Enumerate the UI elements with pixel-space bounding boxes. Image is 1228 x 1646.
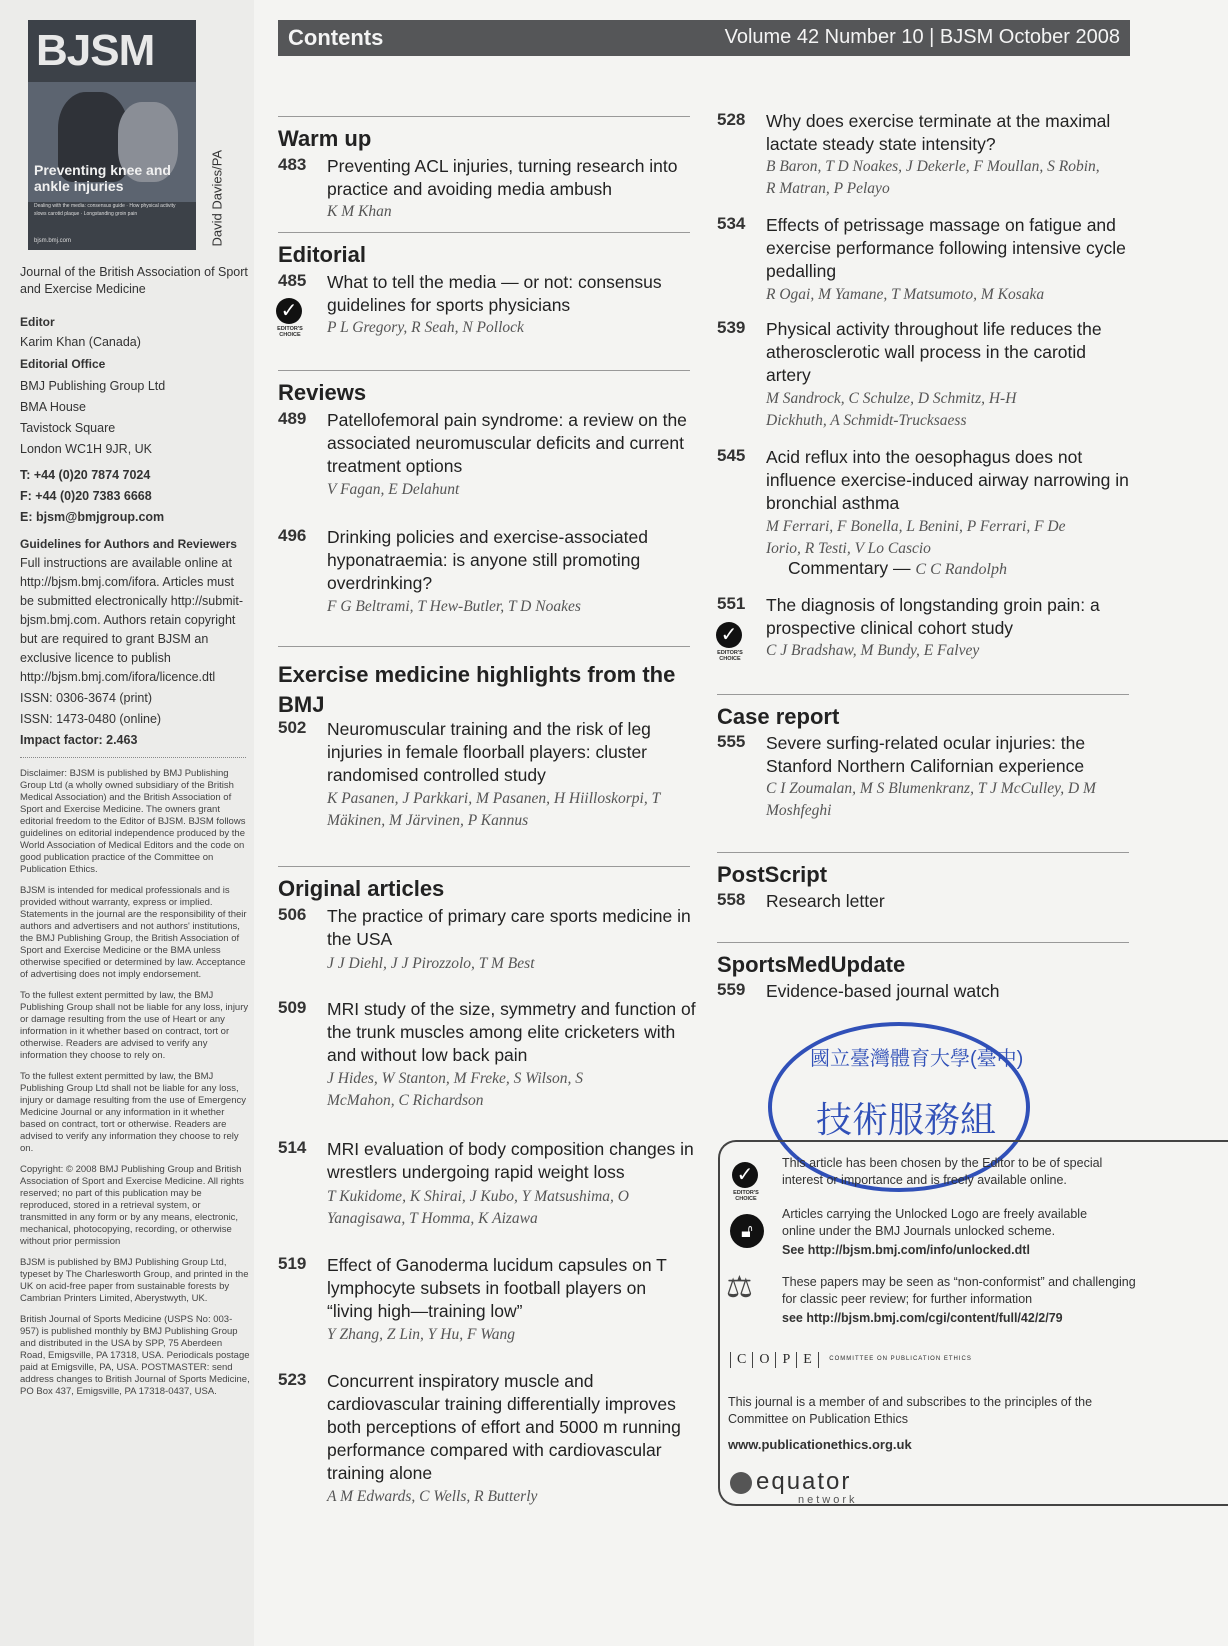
article-authors: B Baron, T D Noakes, J Dekerle, F Moullan, S Robin, R Matran, P Pelayo [766, 158, 1100, 197]
office-line: Tavistock Square [20, 421, 116, 435]
divider [717, 942, 1129, 943]
editors-choice-icon: ✓ EDITOR'S CHOICE [277, 300, 303, 338]
page-number: 519 [278, 1254, 307, 1273]
equator-logo [730, 1468, 858, 1506]
sidebar [0, 0, 254, 1646]
editors-choice-label: EDITOR'S CHOICE [717, 650, 743, 662]
page-number: 502 [278, 718, 307, 737]
page-number: 559 [717, 980, 746, 999]
article-title[interactable]: Concurrent inspiratory muscle and cardiovascular training differentially improves both perceptions of effort and 5000 m running performance compared with cardiovascular training alone [327, 1371, 681, 1483]
divider [717, 694, 1129, 695]
section-postscript: PostScript [717, 862, 828, 887]
page-number: 523 [278, 1370, 307, 1389]
article-authors: C J Bradshaw, M Bundy, E Falvey [766, 642, 980, 659]
nonconformist-note: These papers may be seen as “non-conformist” and challenging for classic peer review; for further information [782, 1275, 1136, 1306]
disclaimer-paragraph: BJSM is intended for medical professionals and is provided without warranty, express or implied. Statements in the journal are the responsibility of their authors and advertisers and not authors' institutions, the BMJ Publishing Group, the British Association of Sport and Exercise Medicine or the BMA unless otherwise specified or determined by law. Acceptance of advertising does not imply endorsement. [20, 885, 247, 980]
disclaimer-paragraph: To the fullest extent permitted by law, the BMJ Publishing Group Ltd shall not be liable for any loss, injury or damage resulting from the use of Emergency Medicine Journal or any information in it whether based on contract, tort or otherwise. Readers are advised to verify any information they choose to rely on. [20, 1071, 246, 1154]
page-number: 539 [717, 318, 746, 337]
article-title[interactable]: MRI study of the size, symmetry and function of the trunk muscles among elite cricketers with and without low back pain [327, 999, 696, 1065]
article-title[interactable]: Effects of petrissage massage on fatigue and exercise performance following intensive cycle pedalling [766, 215, 1126, 281]
guidelines-label: Guidelines for Authors and Reviewers [20, 537, 237, 551]
editors-choice-icon: ✓ EDITOR'S CHOICE [733, 1164, 759, 1202]
article-authors: Y Zhang, Z Lin, Y Hu, F Wang [327, 1326, 516, 1343]
article-authors: V Fagan, E Delahunt [327, 481, 460, 498]
contents-header [278, 20, 1130, 56]
editor-name: Karim Khan (Canada) [20, 335, 141, 349]
article-authors: M Ferrari, F Bonella, L Benini, P Ferrari, F De Iorio, R Testi, V Lo Cascio [766, 518, 1066, 557]
article-authors: M Sandrock, C Schulze, D Schmitz, H-H Dickhuth, A Schmidt-Trucksaess [766, 390, 1017, 429]
cover-image [28, 20, 196, 250]
page-number: 551 [717, 594, 746, 613]
divider [278, 370, 690, 371]
commentary-author: C C Randolph [915, 561, 1007, 578]
article-authors: K M Khan [327, 203, 392, 220]
page-number: 509 [278, 998, 307, 1017]
article-authors: F G Beltrami, T Hew-Butler, T D Noakes [327, 598, 581, 615]
article-title[interactable]: MRI evaluation of body composition changes in wrestlers undergoing rapid weight loss [327, 1139, 694, 1182]
stamp-main-text: 技術服務組 [816, 1099, 997, 1140]
page-number: 528 [717, 110, 746, 129]
divider [278, 116, 690, 117]
unlocked-icon: 🔓︎ [730, 1214, 764, 1248]
article-title[interactable]: Drinking policies and exercise-associated hyponatraemia: is anyone still promoting overdrinking? [327, 527, 648, 593]
article-authors: R Ogai, M Yamane, T Matsumoto, M Kosaka [766, 286, 1045, 303]
stamp-top-text: 國立臺灣體育大學(臺中) [810, 1048, 1024, 1070]
office-line: London WC1H 9JR, UK [20, 442, 153, 456]
nonconformist-link[interactable]: see http://bjsm.bmj.com/cgi/content/full/42/2/79 [782, 1311, 1063, 1325]
divider [20, 757, 246, 758]
article-title[interactable]: Acid reflux into the oesophagus does not influence exercise-induced airway narrowing in bronchial asthma [766, 447, 1129, 513]
journal-name: Journal of the British Association of Sport and Exercise Medicine [20, 265, 248, 296]
cover-footer: bjsm.bmj.com [34, 238, 72, 244]
fax: F: +44 (0)20 7383 6668 [20, 489, 152, 503]
article-authors: K Pasanen, J Parkkari, M Pasanen, H Hiilloskorpi, T Mäkinen, M Järvinen, P Kannus [327, 790, 660, 829]
article-title[interactable]: Effect of Ganoderma lucidum capsules on T lymphocyte subsets in football players on “living high—training low” [327, 1255, 667, 1321]
editors-choice-label: EDITOR'S CHOICE [277, 326, 303, 338]
scales-icon: ⚖ [726, 1271, 753, 1304]
office-line: BMJ Publishing Group Ltd [20, 379, 166, 393]
editors-choice-note: This article has been chosen by the Editor to be of special interest or importance and is freely available online. [782, 1156, 1103, 1187]
article-authors: T Kukidome, K Shirai, J Kubo, Y Matsushima, O Yanagisawa, T Homma, K Aizawa [327, 1188, 629, 1227]
telephone: T: +44 (0)20 7874 7024 [20, 468, 151, 482]
guidelines-text: Full instructions are available online at http://bjsm.bmj.com/ifora. Articles must be submitted electronically http://submit-bjsm.bmj.com. Authors retain copyright but are required to grant BJSM an exclusive licence to publish http://bjsm.bmj.com/ifora/licence.dtl [20, 556, 244, 684]
cope-letter: P [775, 1352, 796, 1368]
unlocked-note: Articles carrying the Unlocked Logo are freely available online under the BMJ Journals unlocked scheme. [782, 1207, 1088, 1238]
section-original-articles: Original articles [278, 876, 445, 901]
section-sportsmedupdate: SportsMedUpdate [717, 952, 906, 977]
article-title[interactable]: What to tell the media — or not: consensus guidelines for sports physicians [327, 272, 662, 315]
equator-icon [730, 1472, 752, 1494]
editors-choice-label: EDITOR'S CHOICE [733, 1190, 759, 1202]
unlocked-link[interactable]: See http://bjsm.bmj.com/info/unlocked.dtl [782, 1243, 1030, 1257]
article-authors: P L Gregory, R Seah, N Pollock [327, 319, 524, 336]
page-number: 555 [717, 732, 746, 751]
header-contents: Contents [288, 25, 384, 50]
usps-paragraph: British Journal of Sports Medicine (USPS No: 003-957) is published monthly by BMJ Publishing Group and distributed in the USA by SPP, 75 Aberdeen Road, Emigsville, PA 17318, USA. Periodicals postage paid at Emigsville, PA, USA. POSTMASTER: send address changes to British Journal of Sports Medicine, PO Box 437, Emigsville, PA 17318-0437, USA. [20, 1314, 250, 1397]
page-number: 483 [278, 155, 307, 174]
article-title[interactable]: Why does exercise terminate at the maximal lactate steady state intensity? [766, 111, 1111, 154]
page-number: 545 [717, 446, 746, 465]
email: E: bjsm@bmjgroup.com [20, 510, 165, 524]
article-authors: C I Zoumalan, M S Blumenkranz, T J McCulley, D M Moshfeghi [766, 780, 1096, 819]
commentary-label: Commentary — [788, 558, 911, 578]
impact-factor: Impact factor: 2.463 [20, 733, 138, 747]
article-title[interactable]: Evidence-based journal watch [766, 981, 1000, 1001]
article-title[interactable]: Severe surfing-related ocular injuries: the Stanford Northern Californian experience [766, 733, 1086, 776]
cope-letter: C [730, 1352, 752, 1368]
page-number: 496 [278, 526, 307, 545]
divider [278, 866, 690, 867]
disclaimer-paragraph: To the fullest extent permitted by law, the BMJ Publishing Group shall not be liable for any loss, injury or damage resulting from the use of Heart or any information in it whether based on contract, tort or otherwise. Readers are advised to verify any information they choose to rely on. [20, 990, 249, 1061]
article-title[interactable]: Neuromuscular training and the risk of leg injuries in female floorball players: cluster randomised controlled study [327, 719, 651, 785]
disclaimer-paragraph: Disclaimer: BJSM is published by BMJ Publishing Group Ltd (a wholly owned subsidiary of the British Medical Association) and the British Association of Sport and Exercise Medicine. The owners grant editorial freedom to the Editor of BJSM. BJSM follows guidelines on editorial independence produced by the World Association of Medical Editors and the code on good publication practice of the Committee on Publication Ethics. [20, 768, 246, 875]
article-authors: A M Edwards, C Wells, R Butterly [327, 1488, 538, 1505]
article-authors: J Hides, W Stanton, M Freke, S Wilson, S McMahon, C Richardson [327, 1070, 583, 1109]
article-title[interactable]: The practice of primary care sports medicine in the USA [327, 906, 691, 949]
header-issue: Volume 42 Number 10 | BJSM October 2008 [724, 26, 1120, 48]
bjsm-logo: BJSM [36, 26, 155, 75]
page-number: 514 [278, 1138, 307, 1157]
section-reviews: Reviews [278, 380, 367, 405]
equator-network: network [798, 1494, 858, 1506]
page-number: 558 [717, 890, 746, 909]
cope-letter: E [796, 1352, 819, 1368]
divider [278, 646, 690, 647]
page-number: 534 [717, 214, 746, 233]
commentary[interactable] [788, 558, 1007, 579]
office-line: BMA House [20, 400, 87, 414]
section-exercise-medicine: Exercise medicine highlights from the BMJ [278, 662, 676, 717]
office-label: Editorial Office [20, 357, 106, 371]
article-authors: J J Diehl, J J Pirozzolo, T M Best [327, 955, 535, 972]
equator-word: equator [756, 1468, 852, 1495]
section-case-report: Case report [717, 704, 840, 729]
section-warm-up: Warm up [278, 126, 372, 151]
photo-credit: David Davies/PA [209, 149, 225, 247]
section-editorial: Editorial [278, 242, 367, 267]
article-title[interactable]: Physical activity throughout life reduces the atherosclerotic wall process in the carotid artery [766, 319, 1102, 385]
page-number: 489 [278, 409, 307, 428]
issn-print: ISSN: 0306-3674 (print) [20, 691, 153, 705]
page-number: 485 [278, 271, 307, 290]
cope-membership: This journal is a member of and subscribes to the principles of the Committee on Publication Ethics [728, 1395, 1093, 1426]
issn-online: ISSN: 1473-0480 (online) [20, 712, 162, 726]
divider [278, 232, 690, 233]
article-title[interactable]: Patellofemoral pain syndrome: a review on the associated neuromuscular deficits and current treatment options [327, 410, 687, 476]
publisher-paragraph: BJSM is published by BMJ Publishing Group Ltd, typeset by The Charlesworth Group, and printed in the UK on acid-free paper from sustainable forests by Cambrian Printers Limited, Aberystwyth, UK. [20, 1257, 249, 1304]
divider [717, 852, 1129, 853]
cope-logo [730, 1350, 978, 1368]
cope-subtitle: COMMITTEE ON PUBLICATION ETHICS [829, 1355, 972, 1362]
cope-url[interactable]: www.publicationethics.org.uk [728, 1437, 912, 1452]
article-title[interactable]: Research letter [766, 891, 885, 911]
article-title[interactable]: Preventing ACL injuries, turning research into practice and avoiding media ambush [327, 156, 678, 199]
copyright-paragraph: Copyright: © 2008 BMJ Publishing Group and British Association of Sport and Exercise Medicine. All rights reserved; no part of this publication may be reproduced, stored in a retrieval system, or transmitted in any form or by any means, electronic, mechanical, photocopying, recording, or otherwise without prior permission [20, 1164, 244, 1247]
article-title[interactable]: The diagnosis of longstanding groin pain: a prospective clinical cohort study [766, 595, 1100, 638]
cover-subtitle: Dealing with the media: consensus guide · How physical activity slows carotid plaque · Longstanding groin pain [34, 203, 176, 217]
page-number: 506 [278, 905, 307, 924]
disclaimer-block [20, 768, 250, 1407]
editors-choice-icon: ✓ EDITOR'S CHOICE [717, 624, 743, 662]
editor-label: Editor [20, 315, 55, 329]
cover-title: Preventing knee and ankle injuries [34, 162, 171, 194]
cope-letter: O [752, 1352, 775, 1368]
